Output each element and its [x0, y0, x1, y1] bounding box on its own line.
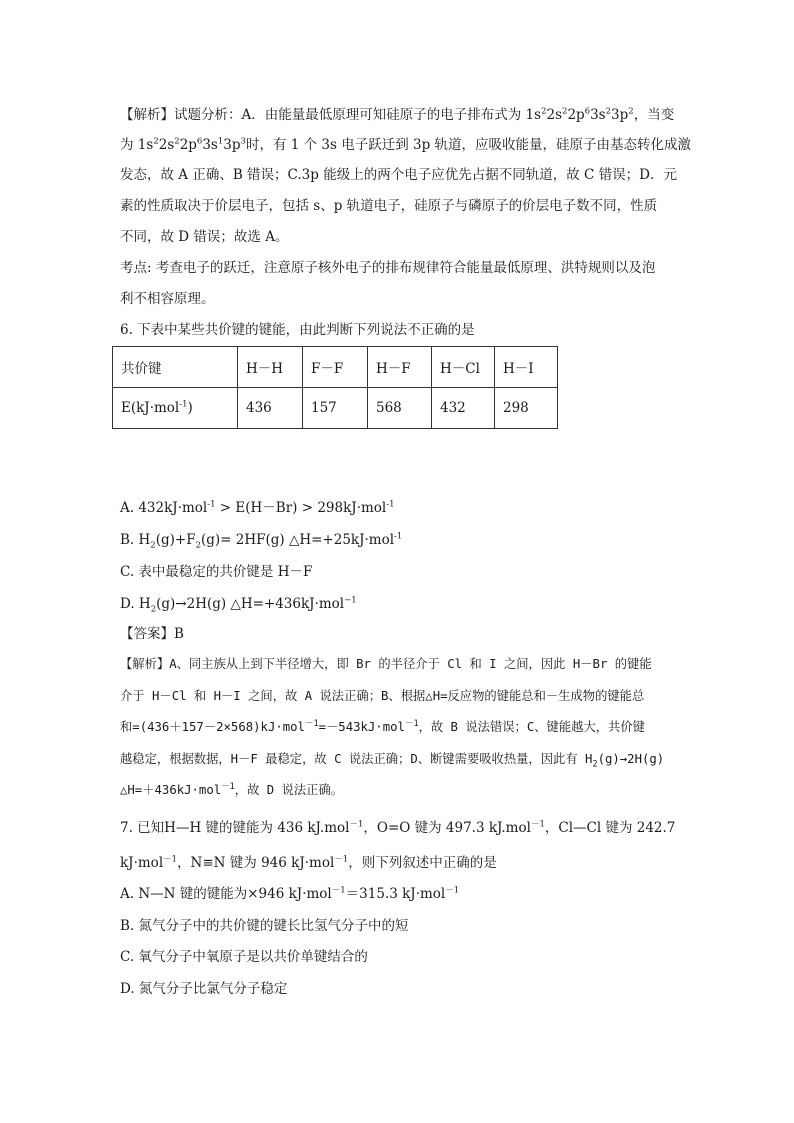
table-cell: 432 — [432, 388, 495, 429]
kaodian-line-2: 利不相容原理。 — [120, 291, 215, 307]
q6-explanation-line-5: △H=＋436kJ·mol$^{-1}$，故 D 说法正确。 — [120, 781, 344, 797]
q6-explanation-line-1: 【解析】A、同主族从上到下半径增大，即 Br 的半径介于 Cl 和 I 之间，因此 H－Br 的键能 — [120, 657, 652, 671]
q6-explanation-line-2: 介于 H－Cl 和 H－I 之间，故 A 说法正确；B、根据△H=反应物的键能总和－生成物的键能总 — [120, 689, 645, 703]
table-row-label: E(kJ·mol$^{-1}$) — [113, 388, 238, 429]
table-header-cell: H－I — [495, 347, 558, 388]
table-row — [113, 388, 558, 429]
q6-option-a: A. 432kJ·mol$^{-1}$ > E(H－Br) > 298kJ·mol$^{-1}$ — [120, 499, 395, 516]
table-row — [113, 347, 558, 388]
table-header-cell: F－F — [303, 347, 368, 388]
table-cell: 298 — [495, 388, 558, 429]
q7-option-d: D. 氮气分子比氯气分子稳定 — [120, 981, 288, 997]
q6-explanation-line-3: 和=(436＋157－2×568)kJ·mol$^{-1}$=－543kJ·mol$^{-1}$，故 B 说法错误；C、键能越大，共价键 — [120, 718, 645, 734]
analysis-line-5: 不同，故 D 错误；故选 A。 — [120, 229, 289, 245]
question-7-stem-line-1: 7. 已知H—H 键的键能为 436 kJ.mol$^{-1}$，O=O 键为 497.3 kJ.mol$^{-1}$，Cl—Cl 键为 242.7 — [120, 819, 676, 836]
table-cell: 568 — [368, 388, 432, 429]
q6-option-d: D. $H_2(g)\to 2H(g)$ △H=+436kJ·mol$^{-1}$ — [120, 595, 357, 615]
question-7-stem-line-2: kJ·mol$^{-1}$，N≡N 键为 946 kJ·mol$^{-1}$，则下列叙述中正确的是 — [120, 854, 497, 871]
q6-option-b: B. $H_2(g)+F_2(g)= 2HF(g)$ △H=+25kJ·mol$^{-1}$ — [120, 531, 403, 551]
table-header-cell: 共价键 — [113, 347, 238, 388]
table-cell: 436 — [238, 388, 303, 429]
table-header-cell: H－F — [368, 347, 432, 388]
q6-answer: 【答案】B — [120, 626, 184, 642]
q7-option-c: C. 氧气分子中氧原子是以共价单键结合的 — [120, 949, 368, 965]
analysis-line-3: 发态，故 A 正确、B 错误；C.3p 能级上的两个电子应优先占据不同轨道，故 C 错误；D．元 — [120, 167, 677, 183]
table-header-cell: H－H — [238, 347, 303, 388]
q7-option-b: B. 氮气分子中的共价键的键长比氢气分子中的短 — [120, 918, 409, 934]
q6-option-c: C. 表中最稳定的共价键是 H－F — [120, 564, 313, 580]
analysis-line-1: 【解析】试题分析：A．由能量最低原理可知硅原子的电子排布式为 $1s^22s^22p^63s^23p^2$，当变 — [120, 106, 675, 123]
analysis-line-4: 素的性质取决于价层电子，包括 s、p 轨道电子，硅原子与磷原子的价层电子数不同，性质 — [120, 198, 658, 214]
q6-explanation-line-4: 越稳定，根据数据，H－F 最稳定，故 C 说法正确；D、断键需要吸收热量，因此有 $H_2(g)\to 2H(g)$ — [120, 752, 665, 770]
analysis-line-2: 为 $1s^22s^22p^63s^13p^3$时，有 1 个 3s 电子跃迁到 3p 轨道，应吸收能量，硅原子由基态转化成激 — [120, 136, 692, 153]
table-header-cell: H－Cl — [432, 347, 495, 388]
q7-option-a: A. N—N 键的键能为×946 kJ·mol$^{-1}$＝315.3 kJ·mol$^{-1}$ — [120, 885, 460, 902]
kaodian-line-1: 考点: 考查电子的跃迁，注意原子核外电子的排布规律符合能量最低原理、洪特规则以及泡 — [120, 260, 656, 276]
question-6-stem: 6. 下表中某些共价键的键能，由此判断下列说法不正确的是 — [120, 322, 475, 338]
table-cell: 157 — [303, 388, 368, 429]
bond-energy-table — [112, 346, 558, 429]
